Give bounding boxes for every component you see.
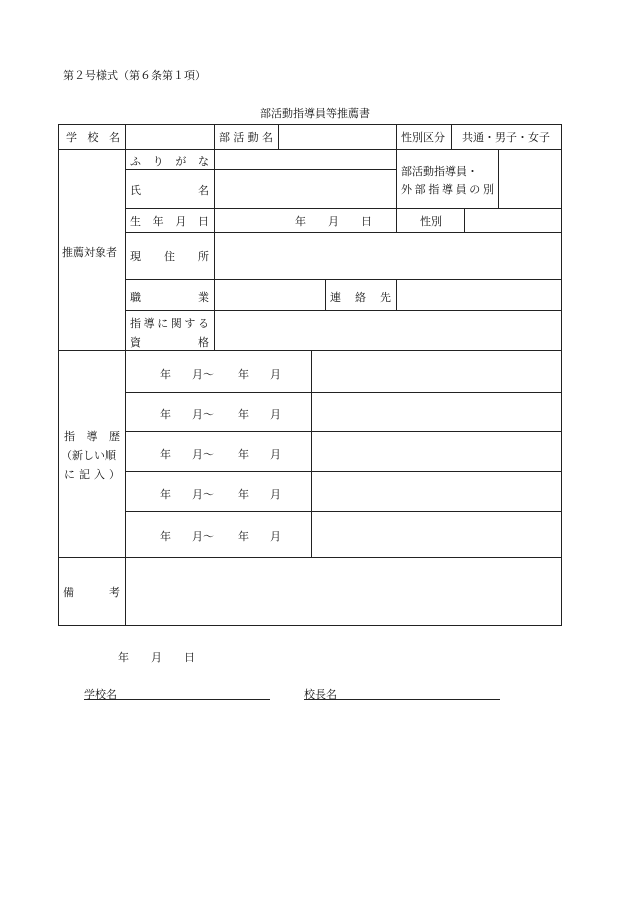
- nominee-label: 推薦対象者: [62, 246, 117, 259]
- contact-label: 連 絡 先: [330, 291, 391, 304]
- address-label: 現 住 所: [130, 250, 209, 263]
- footer-school-name-label: 学校名: [84, 688, 117, 701]
- document-title: 部活動指導員等推薦書: [260, 107, 370, 120]
- history-label-line3: に 記 入 ）: [64, 468, 120, 481]
- club-name-label: 部 活 動 名: [219, 131, 273, 144]
- furigana-label: ふ り が な: [130, 155, 209, 168]
- history-label-line2: （新しい順: [61, 449, 116, 462]
- gender-category-label: 性別区分: [401, 131, 445, 144]
- principal-name-label: 校長名: [304, 688, 337, 701]
- form-number-label: 第２号様式（第６条第１項）: [63, 69, 206, 82]
- date-day: 日: [184, 651, 195, 664]
- birthdate-month: 月: [328, 215, 339, 228]
- birthdate-label: 生 年 月 日: [130, 215, 209, 228]
- date-year: 年: [118, 651, 129, 664]
- school-name-label: 学 校 名: [66, 131, 120, 144]
- instructor-type-label-line1: 部活動指導員・: [401, 165, 478, 178]
- date-month: 月: [151, 651, 162, 664]
- principal-name-signature-line[interactable]: [304, 686, 500, 700]
- qualification-label-line2: 資 格: [130, 336, 209, 349]
- birthdate-year: 年: [295, 215, 306, 228]
- instructor-type-label-line2: 外 部 指 導 員 の 別: [401, 183, 494, 196]
- remarks-label: 備 考: [63, 586, 120, 599]
- qualification-label-line1: 指 導 に 関 す る: [130, 317, 209, 330]
- sex-label: 性別: [420, 215, 442, 228]
- name-label: 氏 名: [130, 184, 209, 197]
- occupation-label: 職 業: [130, 291, 209, 304]
- birthdate-day: 日: [361, 215, 372, 228]
- history-label-line1: 指 導 歴: [64, 430, 120, 443]
- gender-category-options: 共通・男子・女子: [462, 131, 550, 144]
- school-name-signature-line[interactable]: [84, 686, 270, 700]
